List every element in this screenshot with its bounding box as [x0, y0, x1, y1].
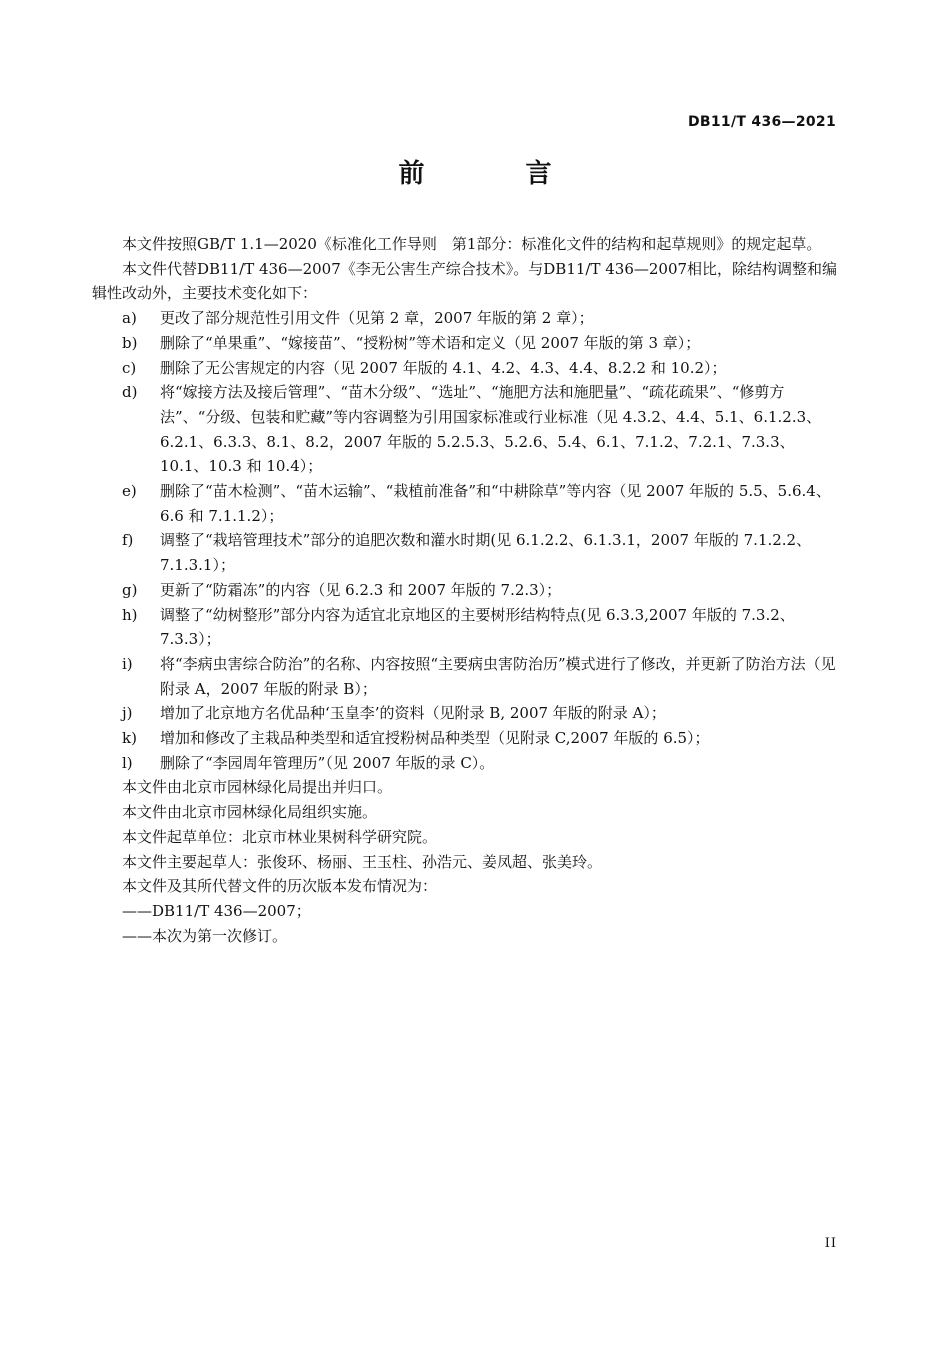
document-code: DB11/T 436—2021 — [688, 114, 836, 130]
list-item — [92, 331, 842, 356]
list-item-text: 删除了无公害规定的内容（见 2007 年版的 4.1、4.2、4.3、4.4、8.2.2 和 10.2）； — [160, 358, 727, 377]
list-item — [92, 528, 842, 577]
list-item — [92, 479, 842, 528]
document-body — [92, 232, 842, 948]
list-item — [92, 356, 842, 381]
list-item-marker: j) — [122, 704, 133, 723]
intro-paragraph: 本文件按照GB/T 1.1—2020《标准化工作导则 第1部分：标准化文件的结构和起草规则》的规定起草。 — [122, 235, 822, 253]
list-item-marker: c) — [122, 358, 137, 377]
list-item-text: 更改了部分规范性引用文件（见第 2 章，2007 年版的第 2 章）； — [160, 309, 594, 328]
list-item — [92, 726, 842, 751]
list-item-text: 调整了“栽培管理技术”部分的追肥次数和灌水时期(见 6.1.2.2、6.1.3.1，2007 年版的 7.1.2.2、7.1.3.1）； — [160, 531, 812, 575]
list-item-text: 增加和修改了主栽品种类型和适宜授粉树品种类型（见附录 C,2007 年版的 6.5）； — [160, 729, 710, 748]
drafters-line: 本文件主要起草人：张俊环、杨丽、王玉柱、孙浩元、姜凤超、张美玲。 — [122, 852, 603, 871]
list-item-marker: a) — [122, 309, 137, 328]
page-title: 前 言 — [398, 159, 598, 189]
list-item — [92, 603, 842, 652]
version-history-intro: 本文件及其所代替文件的历次版本发布情况为： — [122, 877, 438, 896]
version-history-item: ——本次为第一次修订。 — [122, 926, 288, 945]
proposer-line: 本文件由北京市园林绿化局提出并归口。 — [122, 778, 393, 797]
list-item-marker: f) — [122, 531, 134, 550]
version-history-item: ——DB11/T 436—2007； — [122, 901, 311, 920]
list-item — [92, 380, 842, 479]
drafting-unit-line: 本文件起草单位：北京市林业果树科学研究院。 — [122, 827, 438, 846]
list-item-marker: e) — [122, 482, 137, 501]
list-item — [92, 306, 842, 331]
list-item-text: 更新了“防霜冻”的内容（见 6.2.3 和 2007 年版的 7.2.3）； — [160, 580, 562, 599]
change-list — [92, 306, 842, 775]
list-item — [92, 701, 842, 726]
implementer-line: 本文件由北京市园林绿化局组织实施。 — [122, 803, 378, 822]
list-item-text: 增加了北京地方名优品种‘玉皇李’的资料（见附录 B, 2007 年版的附录 A）； — [160, 704, 666, 723]
list-item-marker: k) — [122, 729, 137, 748]
list-item — [92, 578, 842, 603]
intro-paragraph: 本文件代替DB11/T 436—2007《李无公害生产综合技术》。与DB11/T 436—2007相比，除结构调整和编辑性改动外，主要技术变化如下： — [92, 259, 838, 303]
list-item-text: 删除了“单果重”、“嫁接苗”、“授粉树”等术语和定义（见 2007 年版的第 3 章）； — [160, 333, 701, 352]
list-item-marker: l) — [122, 753, 133, 772]
list-item-text: 将“嫁接方法及接后管理”、“苗木分级”、“选址”、“施肥方法和施肥量”、“疏花疏果”、“修剪方法”、“分级、包装和贮藏”等内容调整为引用国家标准或行业标准（见 4.3.2、4.4、5.1、6.1.2.3、6.2.1、6.3.3、8.1、8.2，2007 年版的 5.2.5.3、5.2.6、5.4、6.1、7.1.2、7.2.1、7.3.3、10.1、10.3 和 10.4）； — [160, 383, 822, 476]
list-item — [92, 751, 842, 776]
list-item-marker: h) — [122, 605, 138, 624]
list-item-text: 删除了“苗木检测”、“苗木运输”、“栽植前准备”和“中耕除草”等内容（见 2007 年版的 5.5、5.6.4、6.6 和 7.1.1.2）； — [160, 482, 831, 525]
page-number: II — [824, 1236, 837, 1251]
list-item — [92, 652, 842, 701]
list-item-text: 调整了“幼树整形”部分内容为适宜北京地区的主要树形结构特点(见 6.3.3,2007 年版的 7.3.2、7.3.3）； — [160, 605, 795, 649]
list-item-marker: b) — [122, 333, 138, 352]
list-item-marker: i) — [122, 654, 133, 673]
list-item-marker: g) — [122, 580, 138, 599]
list-item-marker: d) — [122, 383, 138, 402]
list-item-text: 删除了“李园周年管理历”（见 2007 年版的录 C）。 — [160, 753, 495, 772]
list-item-text: 将“李病虫害综合防治”的名称、内容按照“主要病虫害防治历”模式进行了修改，并更新了防治方法（见附录 A，2007 年版的附录 B）； — [160, 654, 836, 698]
